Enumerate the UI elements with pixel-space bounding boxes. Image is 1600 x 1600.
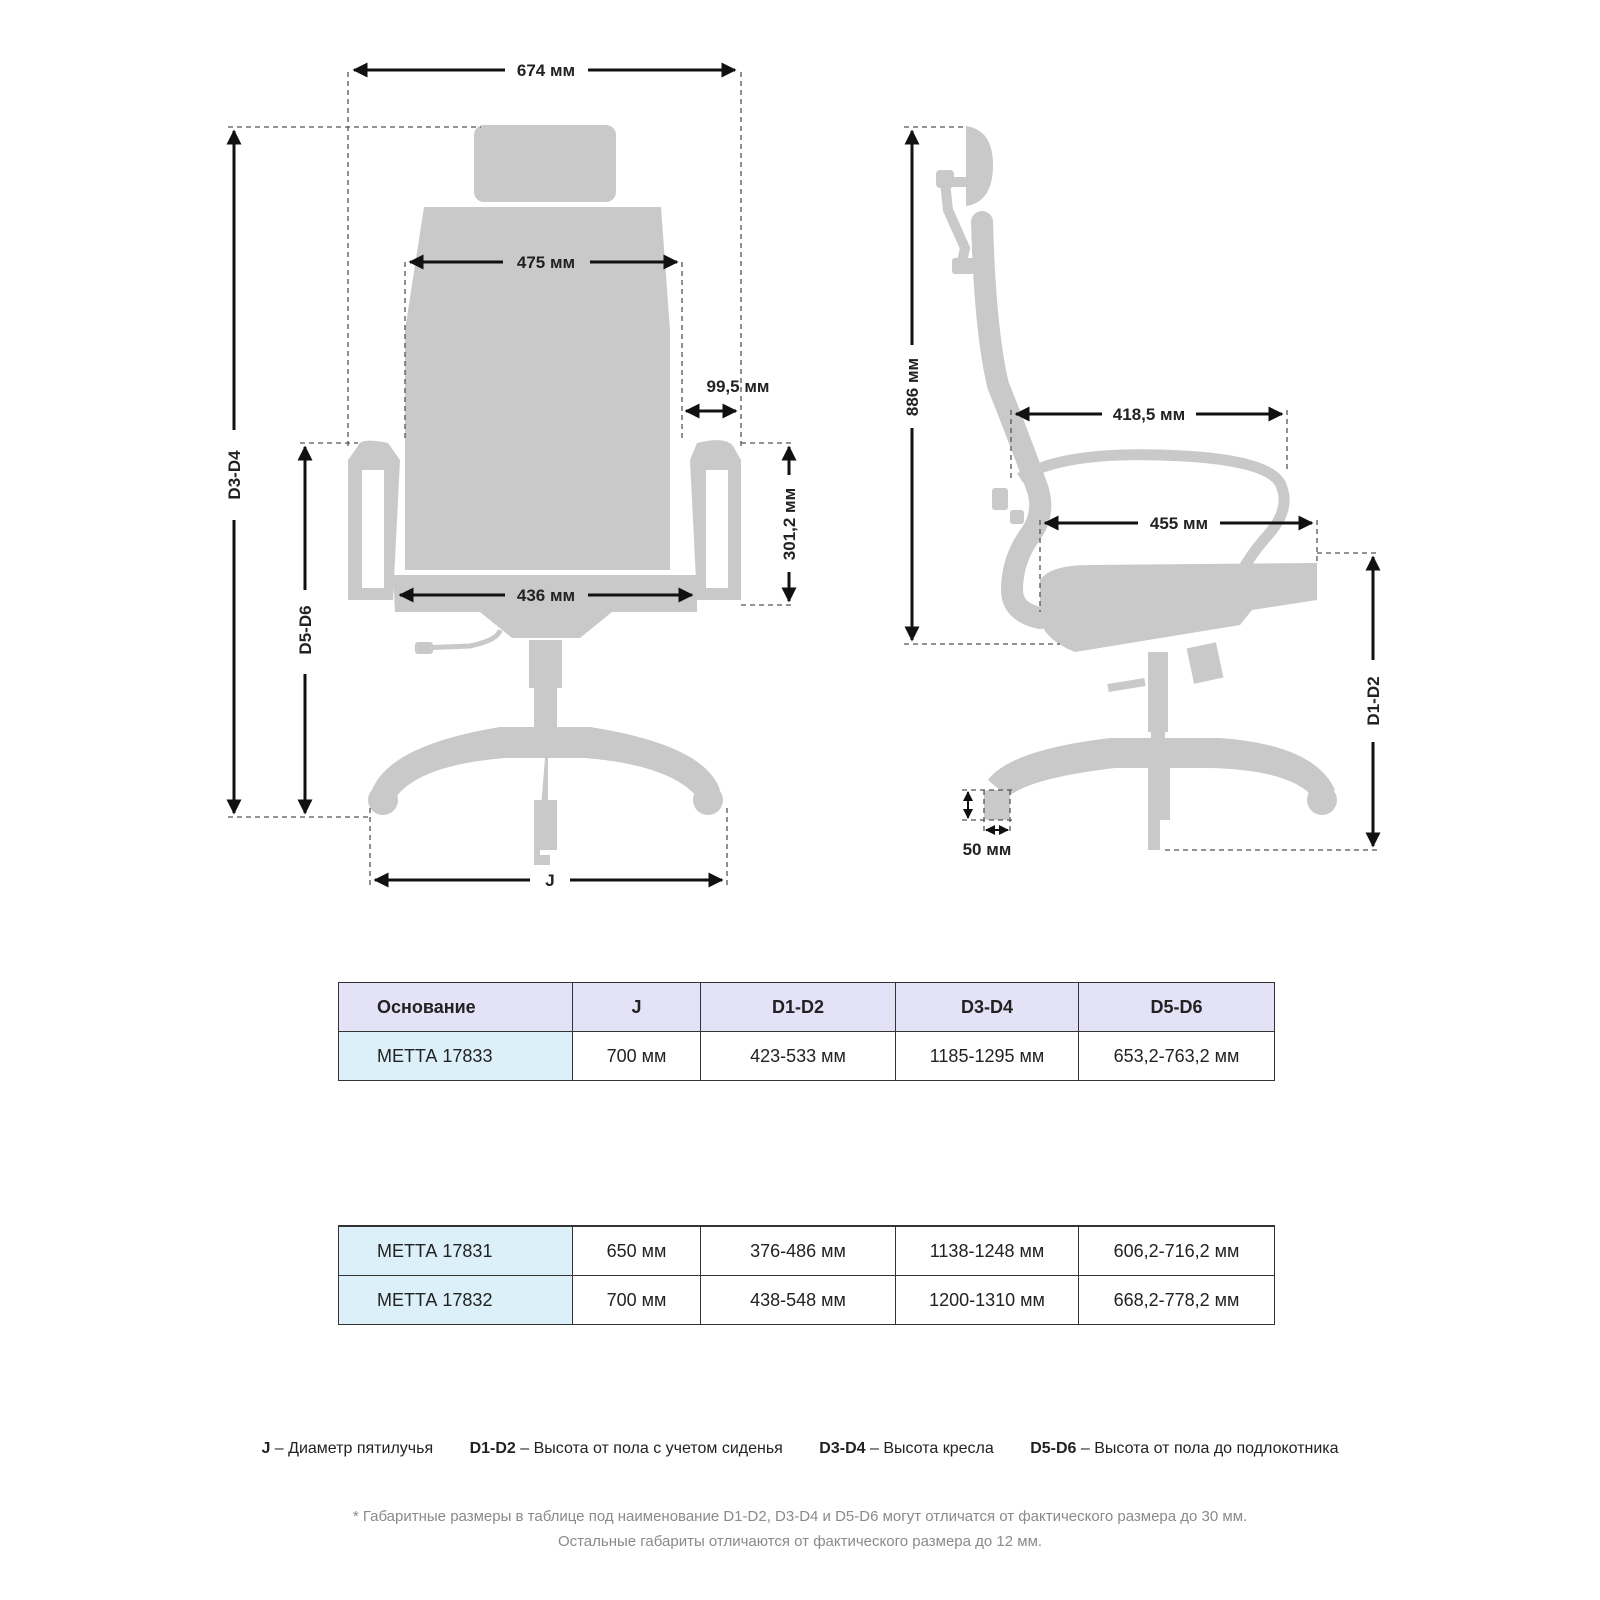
cell-base: МЕТТА 17832 (339, 1276, 573, 1325)
legend-item-d1d2: D1-D2 – Высота от пола с учетом сиденья (469, 1440, 783, 1457)
cell-d1d2: 438-548 мм (701, 1276, 896, 1325)
armrest-depth-label: 418,5 мм (1112, 405, 1186, 424)
cell-d5d6: 653,2-763,2 мм (1079, 1032, 1275, 1081)
armrest-height-label: 301,2 мм (780, 487, 799, 561)
caster-size-label: 50 мм (962, 840, 1012, 859)
cell-d5d6: 606,2-716,2 мм (1079, 1226, 1275, 1276)
col-header-j: J (573, 983, 701, 1032)
col-header-d5d6: D5-D6 (1079, 983, 1275, 1032)
seat-depth-label: 455 мм (1149, 514, 1209, 533)
footnote-line-2: Остальные габариты отличаются от фактического размера до 12 мм. (557, 1533, 1043, 1550)
dimension-legend (0, 1440, 1600, 1458)
cell-d3d4: 1185-1295 мм (896, 1032, 1079, 1081)
cell-j: 650 мм (573, 1226, 701, 1276)
armrest-width-label: 99,5 мм (706, 377, 770, 396)
overall-width-label: 674 мм (516, 61, 576, 80)
cell-d3d4: 1200-1310 мм (896, 1276, 1079, 1325)
height-label: D3-D4 (225, 450, 244, 500)
table-header-row (339, 983, 1275, 1032)
table-row (339, 1276, 1275, 1325)
cell-base: МЕТТА 17833 (339, 1032, 573, 1081)
cell-j: 700 мм (573, 1032, 701, 1081)
front-chair-silhouette (348, 125, 741, 865)
cell-d1d2: 376-486 мм (701, 1226, 896, 1276)
legend-item-d3d4: D3-D4 – Высота кресла (819, 1440, 994, 1457)
footnote-line-1: * Габаритные размеры в таблице под наименование D1-D2, D3-D4 и D5-D6 могут отличатся от фактического размера до 30 мм. (352, 1508, 1248, 1525)
tolerance-footnote (0, 1504, 1600, 1554)
seat-height-label: D1-D2 (1364, 676, 1383, 726)
seat-width-label: 436 мм (516, 586, 576, 605)
side-chair-silhouette (936, 126, 1337, 850)
backrest-height-label: 886 мм (903, 357, 922, 417)
col-header-d1d2: D1-D2 (701, 983, 896, 1032)
table-row (339, 1032, 1275, 1081)
legend-item-d5d6: D5-D6 – Высота от пола до подлокотника (1030, 1440, 1339, 1457)
cell-j: 700 мм (573, 1276, 701, 1325)
spec-table-main (338, 982, 1275, 1081)
cell-base: МЕТТА 17831 (339, 1226, 573, 1276)
col-header-d3d4: D3-D4 (896, 983, 1079, 1032)
backrest-width-label: 475 мм (516, 253, 576, 272)
armrest-floor-label: D5-D6 (296, 605, 315, 655)
legend-item-j: J – Диаметр пятилучья (261, 1440, 434, 1457)
cell-d3d4: 1138-1248 мм (896, 1226, 1079, 1276)
cell-d5d6: 668,2-778,2 мм (1079, 1276, 1275, 1325)
base-diameter-label: J (545, 871, 555, 890)
spec-table-alt (338, 1225, 1275, 1325)
cell-d1d2: 423-533 мм (701, 1032, 896, 1081)
col-header-base: Основание (339, 983, 573, 1032)
table-row (339, 1226, 1275, 1276)
